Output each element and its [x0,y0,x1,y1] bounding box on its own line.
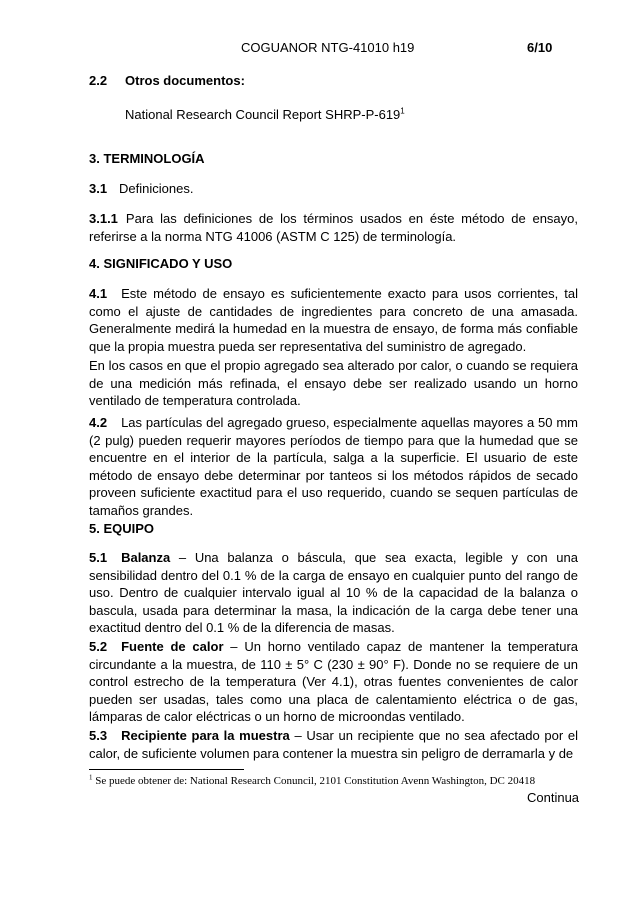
section-4-heading: 4. SIGNIFICADO Y USO [89,256,233,271]
footnote-ref: 1 [400,106,405,116]
section-5-1 [89,549,578,637]
section-3-1-1 [89,210,578,245]
footnote-mark: 1 [89,773,93,782]
section-3-1 [89,180,578,198]
footnote-text: Se puede obtener de: National Research Conuncil, 2101 Constitution Avenn Washington, DC 20418 [95,775,536,787]
section-text: Definiciones. [119,181,194,196]
continua-label: Continua [527,790,580,805]
section-2-2-text [125,106,578,124]
section-text: Las partículas del agregado grueso, especialmente aquellas mayores a 50 mm (2 pulg) pueden requerir mayores períodos de tiempo para que la humedad que se encuentre en el interior de la partícula, salga a la superficie. El usuario de este método de ensayo debe determinar por tanteos si los métodos rápidos de secado proveen suficiente exactitud para el uso requerido, cuando se sequen partículas de tamaños grandes. [89,415,578,518]
section-title: Otros documentos: [125,73,245,88]
section-2-2-heading [89,72,578,90]
section-text: Para las definiciones de los términos usados en éste método de ensayo, referirse a la norma NTG 41006 (ASTM C 125) de terminología. [89,211,578,244]
section-5-2 [89,638,578,726]
section-number: 3.1 [89,181,108,196]
section-term: Fuente de calor [121,639,224,654]
section-text: – Usar un recipiente que no sea afectado por el calor, de suficiente volumen para contener la muestra sin peligro de derramarla y de [89,728,578,761]
section-number: 5.1 [89,550,108,565]
section-number: 5.2 [89,639,108,654]
header-title: COGUANOR NTG-41010 h19 [241,40,415,55]
footnote [89,775,535,787]
section-number: 3.1.1 [89,211,118,226]
section-term: Recipiente para la muestra [121,728,290,743]
section-5-3 [89,727,578,762]
reference-text: National Research Council Report SHRP-P-619 [125,107,401,122]
page-number: 6/10 [527,40,553,55]
section-5-heading: 5. EQUIPO [89,521,155,536]
section-4-1 [89,285,578,355]
section-3-heading: 3. TERMINOLOGÍA [89,151,205,166]
section-text: Este método de ensayo es suficientemente exacto para usos corrientes, tal como el ajuste de cantidades de ingredientes para concreto de una amasada. Generalmente medirá la humedad en la muestra de ensayo, de forma más confiable que la propia muestra pueda ser representativa del suministro de agregado. [89,286,578,354]
section-text: – Un horno ventilado capaz de mantener la temperatura circundante a la muestra, de 110 ± 5° C (230 ± 90° F). Donde no se requiere de un control estrecho de la temperatura (Ver 4.1), otras fuentes convenientes de calor pueden ser usadas, tales como una placa de calentamiento eléctrica o de gas, lámparas de calor eléctricas o un horno de microondas ventilado. [89,639,579,724]
section-number: 4.2 [89,415,108,430]
section-number: 4.1 [89,286,108,301]
section-number: 5.3 [89,728,108,743]
footnote-divider [89,769,244,770]
section-term: Balanza [121,550,171,565]
section-number: 2.2 [89,73,108,88]
page-header [0,40,638,56]
section-4-2 [89,414,578,519]
section-text: – Una balanza o báscula, que sea exacta, legible y con una sensibilidad dentro del 0.1 % de la carga de ensayo en cualquier punto del rango de uso. Dentro de cualquier intervalo igual al 10 % de la capacidad de la balanza o bascula, usada para determinar la masa, la indicación de la carga debe tener una exactitud dentro del 0.1 % de la diferencia de masas. [89,550,578,635]
section-4-1-paragraph-2: En los casos en que el propio agregado sea alterado por calor, o cuando se requiera de una medición más refinada, el ensayo debe ser realizado usando un horno ventilado de temperatura controlada. [89,358,578,408]
